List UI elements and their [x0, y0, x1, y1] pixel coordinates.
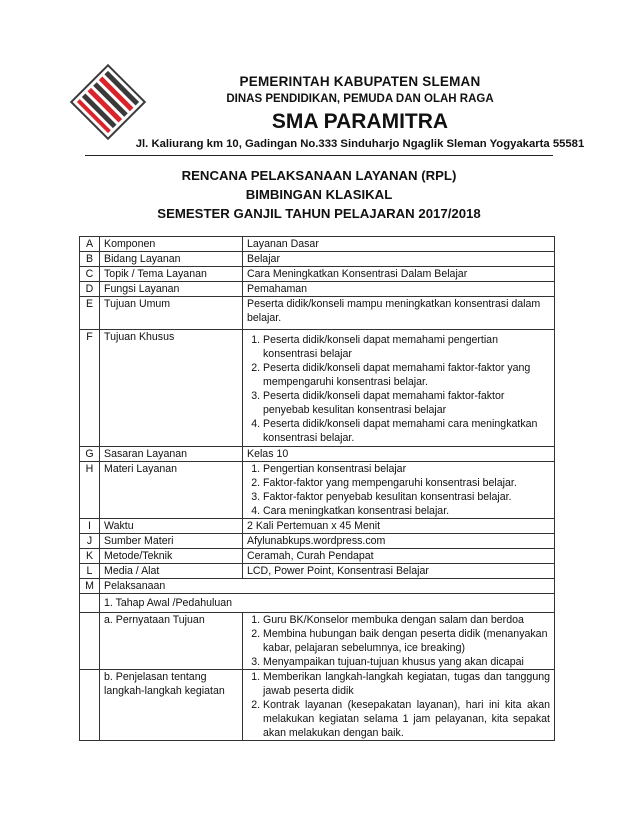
- doc-subtitle: BIMBINGAN KLASIKAL: [245, 187, 393, 202]
- row-value: Layanan Dasar: [243, 237, 555, 252]
- row-label: Pelaksanaan: [100, 579, 555, 594]
- table-row: [80, 330, 555, 447]
- stage-heading: 1. Tahap Awal /Pedahuluan: [100, 594, 555, 613]
- row-code: A: [80, 237, 100, 252]
- row-label: a. Pernyataan Tujuan: [100, 613, 243, 670]
- row-list: [243, 613, 555, 670]
- header-department: DINAS PENDIDIKAN, PEMUDA DAN OLAH RAGA: [226, 93, 494, 105]
- doc-title: RENCANA PELAKSANAAN LAYANAN (RPL): [181, 168, 457, 183]
- row-list: [243, 670, 555, 741]
- row-code: H: [80, 462, 100, 519]
- row-value: Belajar: [243, 252, 555, 267]
- row-label: Metode/Teknik: [100, 549, 243, 564]
- list-item: 1. Peserta didik/konseli dapat memahami pengertian konsentrasi belajar: [263, 333, 550, 361]
- row-value: LCD, Power Point, Konsentrasi Belajar: [243, 564, 555, 579]
- header-school-name: SMA PARAMITRA: [271, 110, 449, 133]
- list-item: 2. Faktor-faktor yang mempengaruhi konsentrasi belajar.: [263, 476, 550, 490]
- table-row: [80, 534, 555, 549]
- row-value: 2 Kali Pertemuan x 45 Menit: [243, 519, 555, 534]
- table-row: [80, 282, 555, 297]
- table-row: [80, 519, 555, 534]
- row-label: Sasaran Layanan: [100, 447, 243, 462]
- row-code: C: [80, 267, 100, 282]
- list-item: 3. Menyampaikan tujuan-tujuan khusus yang akan dicapai: [263, 655, 550, 669]
- list-item: 4. Peserta didik/konseli dapat memahami cara meningkatkan konsentrasi belajar.: [263, 417, 550, 445]
- row-code: D: [80, 282, 100, 297]
- list-item: 2. Kontrak layanan (kesepakatan layanan), hari ini kita akan melakukan kegiatan selama 1 jam pelayanan, kita sepakat akan melakukan dengan baik.: [263, 698, 550, 740]
- table-row: [80, 613, 555, 670]
- row-label: Sumber Materi: [100, 534, 243, 549]
- row-label: Materi Layanan: [100, 462, 243, 519]
- table-row: [80, 252, 555, 267]
- list-item: 1. Guru BK/Konselor membuka dengan salam dan berdoa: [263, 613, 550, 627]
- list-item: 3. Faktor-faktor penyebab kesulitan konsentrasi belajar.: [263, 490, 550, 504]
- table-row: [80, 267, 555, 282]
- header-government: PEMERINTAH KABUPATEN SLEMAN: [239, 74, 481, 89]
- row-list: [243, 462, 555, 519]
- list-item: 2. Peserta didik/konseli dapat memahami faktor-faktor yang mempengaruhi konsentrasi belajar.: [263, 361, 550, 389]
- table-row: [80, 670, 555, 741]
- list-item: 4. Cara meningkatkan konsentrasi belajar.: [263, 504, 550, 518]
- row-list: [243, 330, 555, 447]
- table-row: [80, 594, 555, 613]
- row-label: Tujuan Khusus: [100, 330, 243, 447]
- row-label: Komponen: [100, 237, 243, 252]
- rpl-table: [79, 236, 555, 741]
- row-label: Bidang Layanan: [100, 252, 243, 267]
- table-row: [80, 549, 555, 564]
- row-code: B: [80, 252, 100, 267]
- row-code: J: [80, 534, 100, 549]
- row-value: Pemahaman: [243, 282, 555, 297]
- header-divider: [85, 155, 553, 156]
- row-code: I: [80, 519, 100, 534]
- row-code: G: [80, 447, 100, 462]
- table-row: [80, 579, 555, 594]
- row-code-empty: [80, 670, 100, 741]
- row-label: b. Penjelasan tentang langkah-langkah kegiatan: [100, 670, 243, 741]
- row-label: Waktu: [100, 519, 243, 534]
- row-value: Ceramah, Curah Pendapat: [243, 549, 555, 564]
- row-code: K: [80, 549, 100, 564]
- row-label: Fungsi Layanan: [100, 282, 243, 297]
- row-code-empty: [80, 594, 100, 613]
- list-item: 2. Membina hubungan baik dengan peserta didik (menanyakan kabar, pelajaran sebelumnya, ice breaking): [263, 627, 550, 655]
- header-address: Jl. Kaliurang km 10, Gadingan No.333 Sinduharjo Ngaglik Sleman Yogyakarta 55581: [135, 138, 585, 150]
- list-item: 1. Pengertian konsentrasi belajar: [263, 462, 550, 476]
- row-value: Cara Meningkatkan Konsentrasi Dalam Belajar: [243, 267, 555, 282]
- row-code: L: [80, 564, 100, 579]
- table-row: [80, 564, 555, 579]
- row-code: M: [80, 579, 100, 594]
- row-value: Kelas 10: [243, 447, 555, 462]
- row-value: Afylunabkups.wordpress.com: [243, 534, 555, 549]
- list-item: 1. Memberikan langkah-langkah kegiatan, tugas dan tanggung jawab peserta didik: [263, 670, 550, 698]
- row-label: Tujuan Umum: [100, 297, 243, 330]
- table-row: [80, 447, 555, 462]
- row-code: E: [80, 297, 100, 330]
- row-code-empty: [80, 613, 100, 670]
- row-label: Media / Alat: [100, 564, 243, 579]
- doc-semester: SEMESTER GANJIL TAHUN PELAJARAN 2017/2018: [157, 206, 481, 221]
- table-row: [80, 462, 555, 519]
- list-item: 3. Peserta didik/konseli dapat memahami faktor-faktor penyebab kesulitan konsentrasi belajar: [263, 389, 550, 417]
- row-code: F: [80, 330, 100, 447]
- row-value: Peserta didik/konseli mampu meningkatkan konsentrasi dalam belajar.: [243, 297, 555, 330]
- table-row: [80, 237, 555, 252]
- row-label: Topik / Tema Layanan: [100, 267, 243, 282]
- table-row: [80, 297, 555, 330]
